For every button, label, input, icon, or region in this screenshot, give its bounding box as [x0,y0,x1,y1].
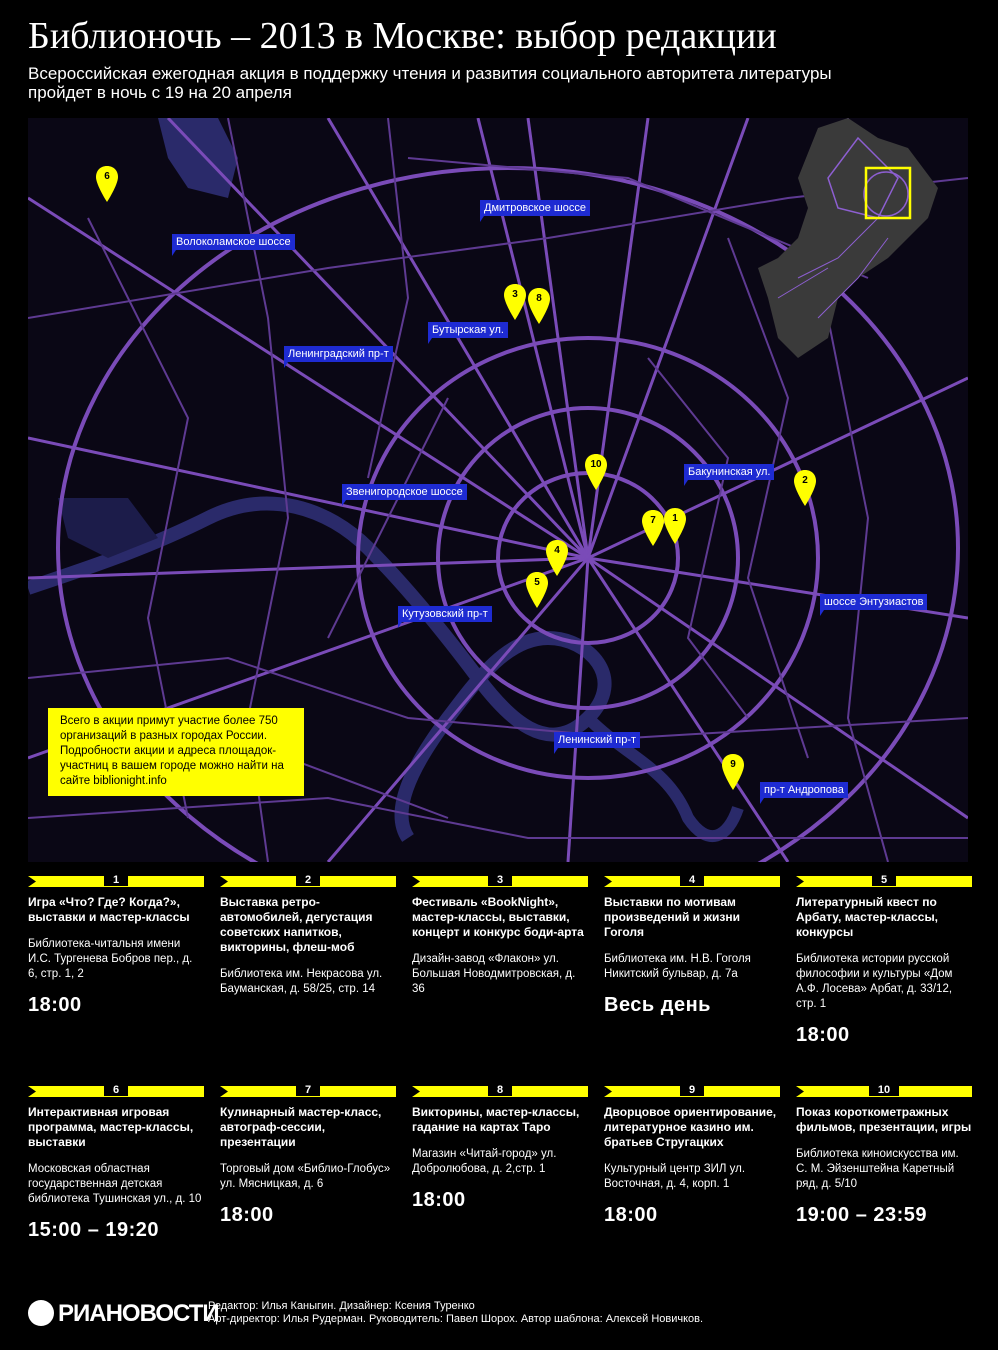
event-time: 18:00 [220,1204,274,1226]
event-place: Библиотека им. Н.В. Гоголя Никитский бульвар, д. 7а [604,953,751,980]
event-title: Дворцовое ориентирование, литературное казино им. братьев Стругацких [604,1105,777,1149]
event-time: 19:00 – 23:59 [796,1204,928,1226]
road-label-bakuninskaya: Бакунинская ул. [684,464,774,480]
info-note: Всего в акции примут участие более 750 организаций в разных городах России. Подробности акции и адреса площадок-участниц в вашем городе можно найти на сайте biblionight.info [48,708,304,796]
map-pin-1[interactable]: 1 [664,508,686,544]
map-pin-9[interactable]: 9 [722,754,744,790]
event-time: 18:00 [796,1024,850,1046]
road-label-dmitrovskoe: Дмитровское шоссе [480,200,590,216]
brand-name: РИАНОВОСТИ [58,1300,219,1327]
event-card-7: 7 Кулинарный мастер-класс, автограф-сессии, презентации Торговый дом «Библио-Глобус» ул. Мясницкая, д. 6 18:00 [220,1086,396,1227]
event-place: Библиотека-читальня имени И.С. Тургенева Бобров пер., д. 6, стр. 1, 2 [28,938,193,980]
event-card-9: 9 Дворцовое ориентирование, литературное казино им. братьев Стругацких Культурный центр ЗИЛ ул. Восточная, д. 4, корп. 1 18:00 [604,1086,780,1227]
event-title: Кулинарный мастер-класс, автограф-сессии, презентации [220,1105,382,1149]
event-place: Библиотека им. Некрасова ул. Бауманская, д. 58/25, стр. 14 [220,968,383,995]
page-subtitle: Всероссийская ежегодная акция в поддержку чтения и развития социального авторитета литературы пройдет в ночь с 19 на 20 апреля [28,64,832,102]
event-place: Московская областная государственная детская библиотека Тушинская ул., д. 10 [28,1163,202,1205]
event-card-2: 2 Выставка ретро-автомобилей, дегустация советских напитков, викторины, флеш-моб Библиотека им. Некрасова ул. Бауманская, д. 58/25, стр. 14 [220,876,396,997]
event-title: Викторины, мастер-классы, гадание на картах Таро [412,1105,580,1134]
road-label-leningradsky: Ленинградский пр-т [284,346,393,362]
event-card-1: 1 Игра «Что? Где? Когда?», выставки и мастер-классы Библиотека-читальня имени И.С. Тургенева Бобров пер., д. 6, стр. 1, 2 18:00 [28,876,204,1017]
event-place: Дизайн-завод «Флакон» ул. Большая Новодмитровская, д. 36 [412,953,576,995]
map-pin-8[interactable]: 8 [528,288,550,324]
event-card-3: 3 Фестиваль «BookNight», мастер-классы, выставки, концерт и конкурс боди-арта Дизайн-завод «Флакон» ул. Большая Новодмитровская, д. 36 [412,876,588,997]
globe-icon [28,1300,54,1326]
event-place: Магазин «Читай-город» ул. Добролюбова, д. 2,стр. 1 [412,1148,557,1175]
map-pin-6[interactable]: 6 [96,166,118,202]
moscow-region-shape [758,118,968,358]
event-title: Интерактивная игровая программа, мастер-классы, выставки [28,1105,194,1149]
event-card-10: 10 Показ короткометражных фильмов, презентации, игры Библиотека киноискусства им. С. М. Эйзенштейна Каретный ряд, д. 5/10 19:00 – 23:59 [796,1084,972,1226]
event-title: Выставка ретро-автомобилей, дегустация советских напитков, викторины, флеш-моб [220,895,373,954]
map-pin-10[interactable]: 10 [585,454,607,490]
page-title: Библионочь – 2013 в Москве: выбор редакции [28,15,777,57]
event-card-5: 5 Литературный квест по Арбату, мастер-классы, конкурсы Библиотека истории русской философии и культуры «Дом А.Ф. Лосева» Арбат, д. 33/12, стр. 1 18:00 [796,876,972,1047]
road-label-zvenigorodskoe: Звенигородское шоссе [342,484,467,500]
event-time: 18:00 [412,1189,466,1211]
map-pin-3[interactable]: 3 [504,284,526,320]
credits-line-2: Арт-директор: Илья Рудерман. Руководитель: Павел Шорох. Автор шаблона: Алексей Новичков. [208,1313,704,1325]
event-title: Фестиваль «BookNight», мастер-классы, выставки, концерт и конкурс боди-арта [412,895,584,939]
road-label-entuziastov: шоссе Энтузиастов [820,594,927,610]
road-label-andropova: пр-т Андропова [760,782,848,798]
event-time: 18:00 [604,1204,658,1226]
event-card-6: 6 Интерактивная игровая программа, мастер-классы, выставки Московская областная государственная детская библиотека Тушинская ул., д. 10 15:00 – 19:20 [28,1086,204,1242]
event-time: Весь день [604,994,711,1016]
map-pin-5[interactable]: 5 [526,572,548,608]
event-card-8: 8 Викторины, мастер-классы, гадание на картах Таро Магазин «Читай-город» ул. Добролюбова, д. 2,стр. 1 18:00 [412,1086,588,1212]
event-title: Показ короткометражных фильмов, презентации, игры [796,1105,972,1134]
road-label-volokolamskoe: Волоколамское шоссе [172,234,295,250]
map-pin-7[interactable]: 7 [642,510,664,546]
map-pin-4[interactable]: 4 [546,540,568,576]
event-title: Литературный квест по Арбату, мастер-классы, конкурсы [796,895,939,939]
event-title: Выставки по мотивам произведений и жизни Гоголя [604,895,740,939]
event-card-4: 4 Выставки по мотивам произведений и жизни Гоголя Библиотека им. Н.В. Гоголя Никитский бульвар, д. 7а Весь день [604,876,780,1017]
event-time: 15:00 – 19:20 [28,1219,160,1241]
event-place: Торговый дом «Библио-Глобус» ул. Мясницкая, д. 6 [220,1163,391,1190]
event-title: Игра «Что? Где? Когда?», выставки и мастер-классы [28,895,190,924]
event-place: Библиотека киноискусства им. С. М. Эйзенштейна Каретный ряд, д. 5/10 [796,1148,959,1190]
road-label-kutuzovsky: Кутузовский пр-т [398,606,492,622]
event-place: Библиотека истории русской философии и культуры «Дом А.Ф. Лосева» Арбат, д. 33/12, стр. 1 [796,953,953,1010]
road-label-leninsky: Ленинский пр-т [554,732,640,748]
credits-line-1: Редактор: Илья Каныгин. Дизайнер: Ксения Туренко [208,1300,475,1312]
event-place: Культурный центр ЗИЛ ул. Восточная, д. 4, корп. 1 [604,1163,746,1190]
credits [208,1300,703,1326]
event-time: 18:00 [28,994,82,1016]
road-label-butyrskaya: Бутырская ул. [428,322,508,338]
moscow-map[interactable] [28,118,968,862]
map-pin-2[interactable]: 2 [794,470,816,506]
region-inset-map [758,118,968,358]
